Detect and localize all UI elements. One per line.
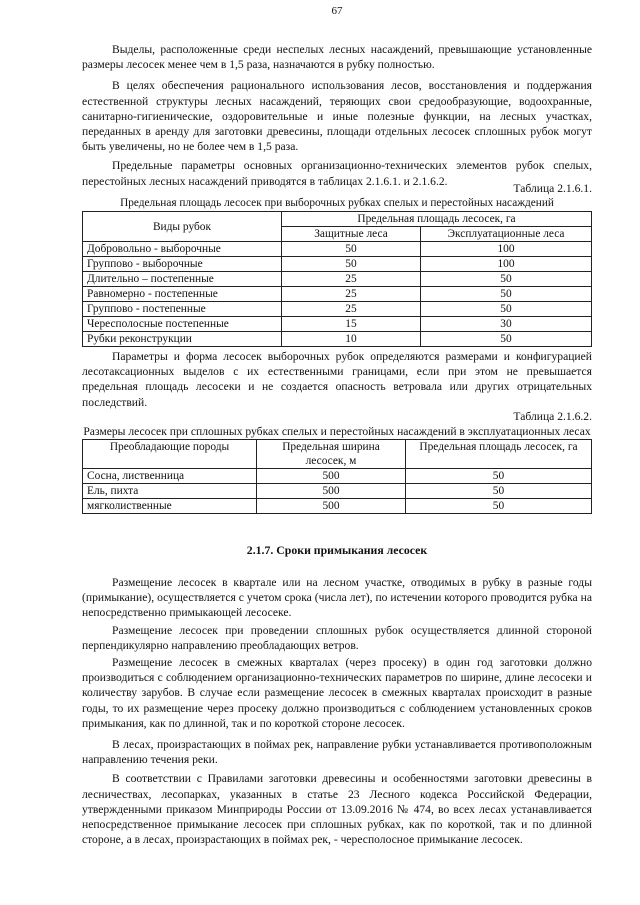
table-caption: Размеры лесосек при сплошных рубках спелых и перестойных насаждений в эксплуатационных лесах	[83, 425, 591, 439]
table-header: Предельная ширина лесосек, м	[257, 440, 406, 469]
table-cell: Группово - постепенные	[83, 302, 282, 317]
table-cell: 30	[421, 317, 592, 332]
table-row	[83, 332, 592, 347]
paragraph: Параметры и форма лесосек выборочных рубок определяются размерами и конфигурацией лесотаксационных выделов с их естественными границами, если при этом не превышается предельная площадь лесосеки и не создается опасность ветровала или других отрицательных последствий.	[82, 350, 592, 409]
table-cell: 50	[282, 257, 421, 272]
paragraph: Размещение лесосек в смежных кварталах (через просеку) в один год заготовки должно производиться с соблюдением организационно-технических параметров по ширине, длине лесосеки и количеству зарубов. В случае если размещение лесосек в смежных кварталах происходит в разные годы, то их размещение через просеку должно производиться с соблюдением установленных сроков примыкания, как по длинной, так и по короткой стороне лесосек.	[82, 656, 592, 730]
table-cell: 50	[406, 469, 592, 484]
paragraph: Размещение лесосек в квартале или на лесном участке, отводимых в рубку в разные годы (примыкание), осуществляется с учетом срока (числа лет), по истечении которого проводится рубка на непосредственно примыкающей лесосеке.	[82, 576, 592, 620]
table-cell: 50	[406, 499, 592, 514]
paragraph: В целях обеспечения рационального использования лесов, восстановления и поддержания естественной структуры лесных насаждений, теряющих свои средообразующие, водоохранные, санитарно-гигиенические, оздоровительные и иные полезные функции, на лесных участках, переданных в аренду для заготовки древесины, площади отдельных лесосек сплошных рубок могут быть увеличены, но не более чем в 1,5 раза.	[82, 79, 592, 154]
table-row	[83, 484, 592, 499]
table-row	[83, 287, 592, 302]
table-row	[83, 242, 592, 257]
table-row	[83, 272, 592, 287]
table-header: Эксплуатационные леса	[421, 227, 592, 242]
table-cell: Группово - выборочные	[83, 257, 282, 272]
table-cell: 25	[282, 302, 421, 317]
table-cell: 100	[421, 257, 592, 272]
table-cell: Ель, пихта	[83, 484, 257, 499]
table-cell: 50	[421, 302, 592, 317]
table-cell: Рубки реконструкции	[83, 332, 282, 347]
table-row	[83, 317, 592, 332]
table-header: Преобладающие породы	[83, 440, 257, 469]
table-row	[83, 469, 592, 484]
table-cell: 500	[257, 484, 406, 499]
table-row	[83, 257, 592, 272]
paragraph: Предельные параметры основных организационно-технических элементов рубок спелых, перестойных лесных насаждений приводятся в таблицах 2.1.6.1. и 2.1.6.2.	[82, 159, 592, 188]
table-cell: 25	[282, 272, 421, 287]
table-cell: мягколиственные	[83, 499, 257, 514]
table-cell: Добровольно - выборочные	[83, 242, 282, 257]
table-cell: 50	[421, 287, 592, 302]
table-row	[83, 499, 592, 514]
table-cell: 500	[257, 499, 406, 514]
table-cell: Равномерно - постепенные	[83, 287, 282, 302]
table-cell: Сосна, лиственница	[83, 469, 257, 484]
table-row	[83, 302, 592, 317]
table-header: Защитные леса	[282, 227, 421, 242]
table-cell: 25	[282, 287, 421, 302]
table-cell: 50	[282, 242, 421, 257]
table-label: Таблица 2.1.6.2.	[513, 410, 592, 423]
page-number: 67	[331, 5, 343, 17]
paragraph: Выделы, расположенные среди неспелых лесных насаждений, превышающие установленные размеры лесосек менее чем в 1,5 раза, назначаются в рубку полностью.	[82, 43, 592, 72]
paragraph: В соответствии с Правилами заготовки древесины и особенностями заготовки древесины в лесничествах, лесопарках, указанных в статье 23 Лесного кодекса Российской Федерации, утвержденными приказом Минприроды России от 13.09.2016 № 474, во всех лесах устанавливается непосредственное примыкание лесосек при сплошных рубках, как по короткой, так и по длинной стороне, а в лесах, произрастающих в поймах рек, - чересполосное примыкание лесосек.	[82, 772, 592, 847]
table-cell: Длительно – постепенные	[83, 272, 282, 287]
table-header: Предельная площадь лесосек, га	[406, 440, 592, 469]
clear-felling-table	[82, 439, 592, 514]
table-cell: 50	[421, 332, 592, 347]
table-cell: 15	[282, 317, 421, 332]
table-caption: Предельная площадь лесосек при выборочных рубках спелых и перестойных насаждений	[120, 197, 554, 210]
table-label: Таблица 2.1.6.1.	[513, 182, 592, 195]
table-cell: 10	[282, 332, 421, 347]
section-title: 2.1.7. Сроки примыкания лесосек	[246, 543, 428, 557]
table-cell: Чересполосные постепенные	[83, 317, 282, 332]
table-cell: 50	[421, 272, 592, 287]
table-header: Предельная площадь лесосек, га	[282, 212, 592, 227]
paragraph: Размещение лесосек при проведении сплошных рубок осуществляется длинной стороной перпендикулярно направлению преобладающих ветров.	[82, 623, 592, 652]
paragraph: В лесах, произрастающих в поймах рек, направление рубки устанавливается противоположным направлению течения реки.	[82, 738, 592, 767]
selective-felling-table	[82, 211, 592, 347]
table-cell: 100	[421, 242, 592, 257]
table-cell: 500	[257, 469, 406, 484]
table-cell: 50	[406, 484, 592, 499]
table-header: Виды рубок	[83, 212, 282, 242]
